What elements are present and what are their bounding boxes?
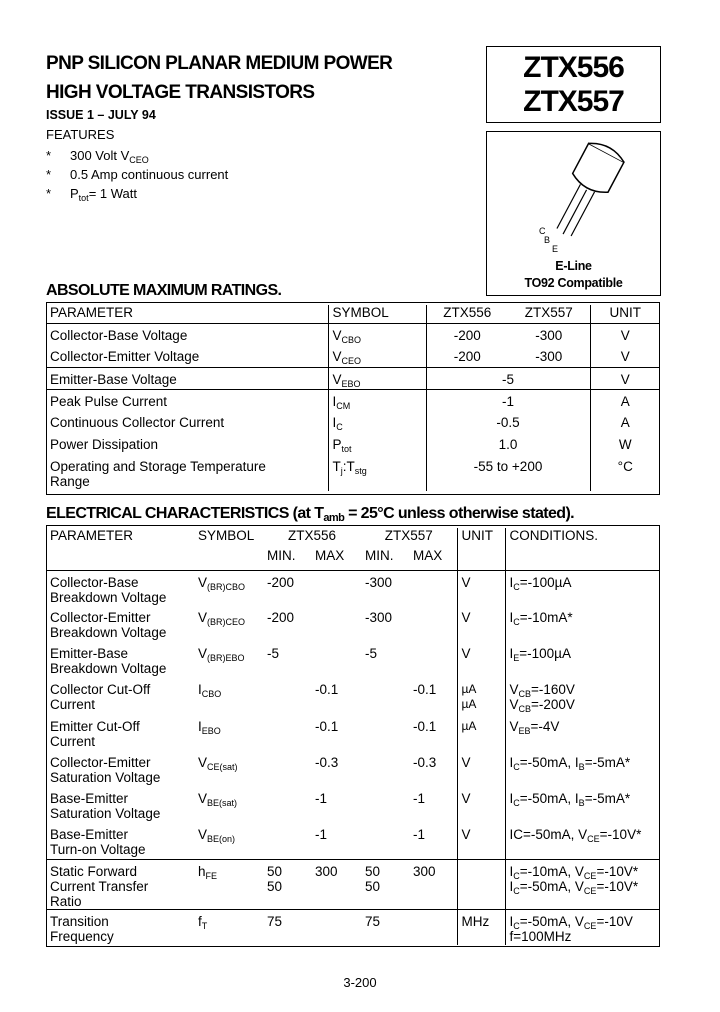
table-row: Base-Emitter Saturation Voltage $V_{BE(sat)}$ -1 -1 V $I_C=-50mA$, $I_B=-5mA*$: [46, 787, 660, 823]
elec-table: [46, 528, 660, 945]
table-row: Collector-Base Voltage $V_{CBO}$ -200 -300 V: [46, 323, 660, 345]
table-row: Collector-Base Breakdown Voltage $V_{(BR)CBO}$ -200 -300 V $I_C=-100\mu A$: [46, 570, 660, 606]
feature-item: * 300 Volt $V_{CEO}$: [46, 148, 149, 165]
title-line-1: PNP SILICON PLANAR MEDIUM POWER: [46, 53, 393, 74]
table-row: Continuous Collector Current $I_C$ -0.5 A: [46, 411, 660, 433]
table-row: Collector Cut-Off Current $I_{CBO}$ -0.1 -0.1 µA µA $V_{CB}=-160V$ $V_{CB}=-200V$: [46, 678, 660, 715]
page-number: 3-200: [343, 975, 377, 990]
table-header-row: PARAMETER SYMBOL ZTX556 ZTX557 UNIT CONDITIONS.: [46, 528, 660, 548]
issue-line: ISSUE 1 – JULY 94: [46, 108, 156, 122]
table-row: Transition Frequency $f_T$ 75 75 MHz $I_C=-50mA$, $V_{CE}=-10V$ f=100MHz: [46, 909, 660, 945]
abs-max-table: [46, 305, 660, 491]
abs-max-heading: ABSOLUTE MAXIMUM RATINGS.: [46, 282, 282, 299]
table-row: Operating and Storage Temperature Range $T_j:T_{stg}$ -55 to +200 °C: [46, 455, 660, 491]
table-header-row: PARAMETER SYMBOL ZTX556 ZTX557 UNIT: [46, 305, 660, 323]
part-number: ZTX556: [523, 51, 624, 84]
feature-item: * 0.5 Amp continuous current: [46, 167, 229, 182]
table-row: Collector-Emitter Breakdown Voltage $V_{(BR)CEO}$ -200 -300 V $I_C=-10mA*$: [46, 606, 660, 642]
title-line-2: HIGH VOLTAGE TRANSISTORS: [46, 82, 315, 103]
table-row: Power Dissipation $P_{tot}$ 1.0 W: [46, 433, 660, 455]
part-number-box: [486, 46, 661, 123]
package-box: [486, 131, 661, 296]
table-row: Emitter Cut-Off Current $I_{EBO}$ -0.1 -0.1 µA $V_{EB}=-4V$: [46, 715, 660, 751]
features-heading: FEATURES: [46, 127, 115, 142]
package-name: E-Line: [555, 259, 592, 273]
table-row: Base-Emitter Turn-on Voltage $V_{BE(on)}$ -1 -1 V IC=-50mA, $V_{CE}=-10V*$: [46, 823, 660, 859]
table-row: Static Forward Current Transfer Ratio $h_{FE}$ 50 50 300 50 50 300 $I_C=-10mA$, $V_{CE}=-10V*$ $I_C=-50mA$, $V_{CE}=-10V*$: [46, 859, 660, 909]
part-number: ZTX557: [523, 85, 624, 118]
feature-item: * $P_{tot}= 1$ Watt: [46, 186, 137, 203]
package-compat: TO92 Compatible: [524, 276, 623, 290]
table-row: Collector-Emitter Voltage $V_{CEO}$ -200 -300 V: [46, 345, 660, 367]
table-row: Peak Pulse Current $I_{CM}$ -1 A: [46, 389, 660, 411]
features-list: [46, 146, 228, 203]
table-row: Collector-Emitter Saturation Voltage $V_{CE(sat)}$ -0.3 -0.3 V $I_C=-50mA$, $I_B=-5mA*$: [46, 751, 660, 787]
pin-labels: C B E: [539, 226, 559, 254]
to92-package-icon: [487, 132, 660, 252]
table-row: Emitter-Base Breakdown Voltage $V_{(BR)EBO}$ -5 -5 V $I_E=-100\mu A$: [46, 642, 660, 678]
elec-heading: ELECTRICAL CHARACTERISTICS (at $T_{amb} = 25^\circ C$ unless otherwise stated).: [46, 505, 575, 524]
table-subheader-row: MIN. MAX MIN. MAX: [46, 548, 660, 570]
table-row: Emitter-Base Voltage $V_{EBO}$ -5 V: [46, 367, 660, 389]
